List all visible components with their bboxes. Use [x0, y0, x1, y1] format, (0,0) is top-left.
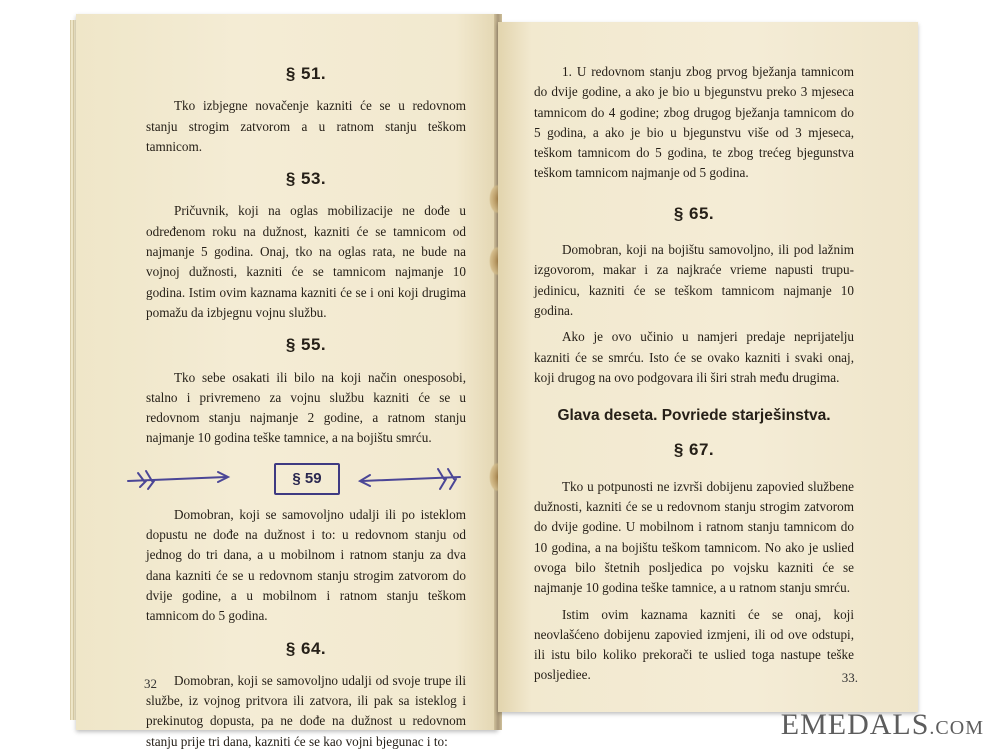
section-text-59: Domobran, koji se samovoljno udalji ili po isteklom dopustu ne dođe na dužnost i to: u redovnom stanju od jednog do tri dana, a u mobilnom i ratnom stanju za dva dana kazniti će se u redovnom stanju strogim zatvorom do dvije godine, a u mobilnom i ratnom stanju teškom tamnicom do 5 godina.	[146, 506, 466, 624]
section-text-55: Tko sebe osakati ili bilo na koji način onesposobi, stalno i privremeno za vojnu službu kazniti će se u redovnom stanju najmanje 2 godine, a ratnom stanju najmanje 10 godina teške tamnice, a na bojištu smrću.	[146, 369, 466, 446]
section-text-67a: Tko u potpunosti ne izvrši dobijenu zapovied službene dužnosti, kazniti će se u redovnom stanju strogim zatvorom do dvije godine. U mobilnom i ratnom stanju tamnicom do 10 godina, a na bojištu teškom tamnicom. No ako je uslied ovoga bilo štetnih posljedica po vojsku kazniti će se najmanje 10 godina teške tamnice, a u ratnom stanju smrću.	[534, 478, 854, 596]
section-heading-64: § 64.	[285, 638, 327, 658]
section-text-65a: Domobran, koji na bojištu samovoljno, ili pod lažnim izgovorom, makar i za najkraće vrieme napusti trupu-jedinicu, kazniti će se teškom tamnicom najmanje 10 godina.	[534, 242, 854, 318]
right-page	[498, 22, 918, 712]
chapter-heading: Glava deseta. Povriede starješinstva.	[557, 407, 831, 425]
paragraph-item-1: 1. U redovnom stanju zbog prvog bježanja tamnicom do dvije godine, a ako je bio u bjegunstvu preko 3 mjeseca tamnicom do 4 godine; zbog drugog bježanja tamnicom do 5 godina, a ako je bio u bjegunstvu više od 3 mjeseca, teškom tamnicom do 5 godina, te zbog trećeg bjegunstva teškom tamnicom najmanje od 5 godina.	[534, 64, 854, 181]
page-number-right: 33.	[841, 670, 858, 685]
section-heading-65: § 65.	[673, 203, 715, 223]
left-page-content	[146, 64, 466, 752]
right-page-content	[534, 62, 854, 686]
section-heading-67: § 67.	[673, 440, 715, 460]
section-text-65b: Ako je ovo učinio u namjeri predaje neprijatelju kazniti će se smrću. Isto će se ovako kazniti i svaki onaj, koji drugog na ovo podgovara ili širi strah među drugima.	[534, 329, 854, 385]
section-text-51: Tko izbjegne novačenje kazniti će se u redovnom stanju strogim zatvorom a u ratnom stanju teškom tamnicom.	[146, 98, 466, 154]
section-heading-53: § 53.	[285, 169, 327, 189]
open-booklet	[70, 14, 920, 749]
handwritten-annotation	[146, 457, 466, 499]
section-heading-55: § 55.	[285, 335, 327, 355]
watermark-main: EMEDALS	[780, 708, 930, 741]
section-text-64: Domobran, koji se samovoljno udalji od svoje trupe ili službe, iz vojnog pritvora ili zatvora, ili pak sa isteklog i prekinutog dopusta, pa ne dođe na dužnost u redovnom stanju prije tri dana, kazniti će se kao vojni bjegunac i to:	[146, 672, 466, 749]
boxed-section-heading-59: § 59	[274, 463, 340, 495]
left-page	[76, 14, 498, 749]
watermark-suffix: .COM	[929, 717, 984, 739]
section-text-67b: Istim ovim kaznama kazniti će se onaj, koji neovlašćeno dobijenu zapovied izmjeni, ili od ove odstupi, ili istu bilo koliko prekorači te uslied toga nastupe teške posljediee.	[534, 606, 854, 683]
page-number-left: 32	[144, 676, 157, 691]
section-text-53: Pričuvnik, koji na oglas mobilizacije ne dođe u određenom roku na dužnost, kazniti će se tamnicom od najmanje 5 godina. Onaj, tko na oglas rata, ne bude na vojnoj dužnosti, kazniti će se tamnicom najmanje 10 godina. Istim ovim kaznama kazniti će se i oni koji drugima pomažu da izbjegnu vojnu službu.	[146, 203, 466, 320]
section-heading-51: § 51.	[285, 64, 327, 83]
emedals-watermark	[781, 708, 984, 742]
